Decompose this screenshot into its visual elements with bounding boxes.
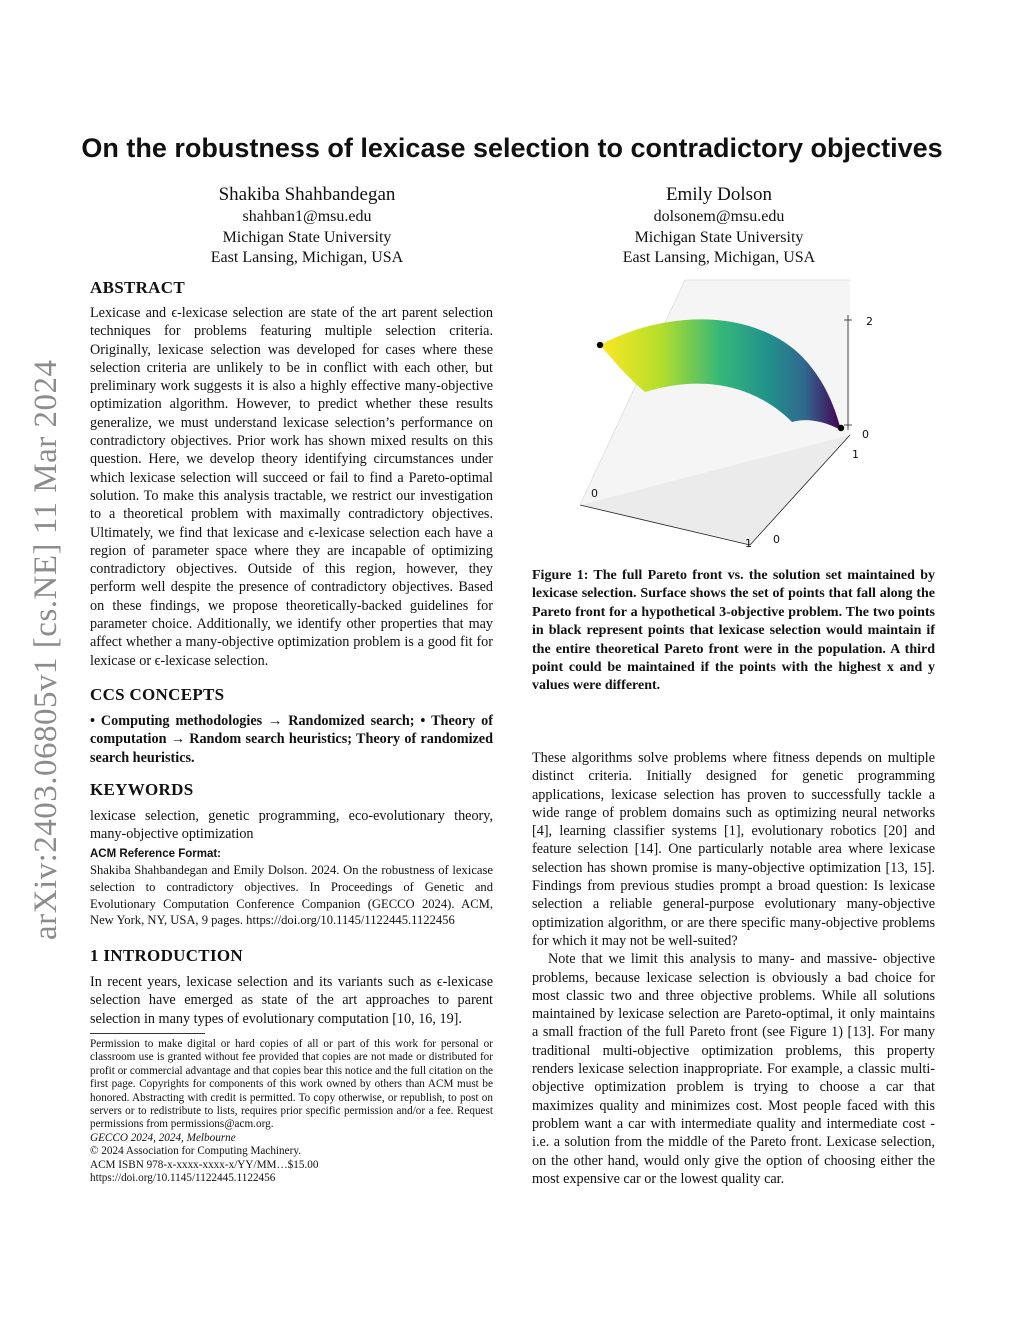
y-tick-label: 1 — [852, 448, 859, 461]
y-tick-label: 0 — [773, 533, 780, 546]
lexicase-point — [597, 342, 603, 348]
arxiv-stamp: arXiv:2403.06805v1 [cs.NE] 11 Mar 2024 — [28, 359, 64, 940]
intro-section — [90, 946, 493, 1028]
footnote — [90, 1038, 493, 1185]
lexicase-point — [838, 425, 844, 431]
author-affiliation: Michigan State University — [222, 228, 392, 246]
acm-reference-section — [90, 848, 493, 929]
intro-paragraph-2: These algorithms solve problems where fitness depends on multiple distinct criteria. Initially designed for genetic programming applications, lexicase selection has proven to successfully tackle a wide range of problem domains such as optimizing neural networks [4], learning classifier systems [1], evolutionary robotics [20] and feature selection [14]. One particularly notable area where lexicase selection has shown promise is many-objective optimization [13, 15]. Findings from previous studies prompt a broad question: Is lexicase selection a reliable general-purpose evolutionary many-objective optimization algorithm, or are there specific many-objective problems for which it may not be well-suited? — [532, 750, 935, 949]
abstract-heading: ABSTRACT — [90, 278, 185, 297]
x-tick-label: 0 — [591, 487, 598, 500]
copyright-text: © 2024 Association for Computing Machinery. — [90, 1145, 301, 1158]
ccs-text: • Computing methodologies → Randomized search; • Theory of computation → Random search heuristics; Theory of randomized search heuristics. — [90, 713, 493, 766]
keywords-text: lexicase selection, genetic programming, eco-evolutionary theory, many-objective optimization — [90, 808, 493, 843]
keywords-section — [90, 780, 493, 844]
pareto-front-figure — [560, 270, 890, 560]
author-name: Shakiba Shahbandegan — [218, 184, 396, 205]
author-affiliation: Michigan State University — [634, 228, 804, 246]
intro-paragraph-1: In recent years, lexicase selection and its variants such as ϵ-lexicase selection have emerged as state of the art approaches to parent selection in many types of evolutionary computation [10, 16, 19]. — [90, 974, 493, 1027]
z-tick-label: 2 — [866, 315, 873, 328]
author-email: dolsonem@msu.edu — [653, 208, 785, 225]
keywords-heading: KEYWORDS — [90, 780, 194, 799]
author-location: East Lansing, Michigan, USA — [622, 249, 816, 266]
figure-caption: Figure 1: The full Pareto front vs. the solution set maintained by lexicase selection. Surface shows the set of points that fall along the Pareto front for a hypothetical 3-objective problem. The two points in black represent points that lexicase selection would maintain if the entire theoretical Pareto front were in the population. A third point could be maintained if the points with the highest x and y values were different. — [532, 568, 935, 694]
permission-text: Permission to make digital or hard copies of all or part of this work for personal or classroom use is granted without fee provided that copies are not made or distributed for profit or commercial advantage and that copies bear this notice and the full citation on the first page. Copyrights for components of this work owned by others than ACM must be honored. Abstracting with credit is permitted. To copy otherwise, or republish, to post on servers or to redistribute to lists, requires prior specific permission and/or a fee. Request permissions from permissions@acm.org. — [90, 1038, 493, 1131]
author-block-1 — [157, 182, 457, 269]
author-location: East Lansing, Michigan, USA — [210, 249, 404, 266]
intro-continued — [532, 749, 935, 1188]
ccs-section — [90, 685, 493, 767]
z-tick-label: 0 — [862, 428, 869, 441]
ccs-heading: CCS CONCEPTS — [90, 685, 225, 704]
acm-reference-heading: ACM Reference Format: — [90, 848, 221, 860]
x-tick-label: 1 — [745, 537, 752, 550]
paper-title: On the robustness of lexicase selection to contradictory objectives — [81, 133, 943, 163]
intro-paragraph-3: Note that we limit this analysis to many- and massive- objective problems, because lexicase selection is obviously a bad choice for most classic two and three objective problems. While all solutions maintained by lexicase selection are Pareto-optimal, it only maintains a small fraction of the full Pareto front (see Figure 1) [13]. For many traditional multi-objective optimization problems, this property renders lexicase selection inappropriate. For example, a classic multi-objective optimization problem is trying to choose a car that maximizes quality and minimizes cost. Most people faced with this problem want a car with intermediate quality and intermediate cost - i.e. a solution from the middle of the Pareto front. Lexicase selection, on the other hand, would only give the option of choosing either the most expensive car or the lowest quality car. — [532, 951, 935, 1187]
abstract-text: Lexicase and ϵ-lexicase selection are state of the art parent selection techniques for problems featuring multiple selection criteria. Originally, lexicase selection was developed for cases where these selection criteria are unlikely to be in conflict with each other, but preliminary work suggests it is also a highly effective many-objective optimization algorithm. However, to predict whether these results generalize, we must understand lexicase selection’s performance on contradictory objectives. Prior work has shown mixed results on this question. Here, we develop theory identifying circumstances under which lexicase selection will succeed or fail to find a Pareto-optimal solution. To make this analysis tractable, we restrict our investigation to a theoretical problem with maximally contradictory objectives. Ultimately, we find that lexicase and ϵ-lexicase selection each have a region of parameter space where they are incapable of optimizing contradictory objectives. Outside of this region, however, they perform well despite the presence of contradictory objectives. Based on these findings, we propose theoretically-backed guidelines for parameter choice. Additionally, we identify other properties that may affect whether a many-objective optimization problem is a good fit for lexicase or ϵ-lexicase selection. — [90, 305, 493, 669]
footnote-rule — [90, 1033, 205, 1034]
author-email: shahban1@msu.edu — [242, 208, 372, 225]
doi-text: https://doi.org/10.1145/1122445.1122456 — [90, 1172, 276, 1185]
conference-text: GECCO 2024, 2024, Melbourne — [90, 1131, 236, 1144]
abstract-section — [90, 278, 493, 670]
author-block-2 — [569, 182, 869, 269]
acm-reference-text: Shakiba Shahbandegan and Emily Dolson. 2024. On the robustness of lexicase selection to contradictory objectives. In Proceedings of Genetic and Evolutionary Computation Conference Companion (GECCO 2024). ACM, New York, NY, USA, 9 pages. https://doi.org/10.1145/1122445.1122456 — [90, 863, 493, 928]
isbn-text: ACM ISBN 978-x-xxxx-xxxx-x/YY/MM…$15.00 — [90, 1158, 319, 1171]
author-name: Emily Dolson — [665, 184, 773, 205]
intro-heading: 1 INTRODUCTION — [90, 946, 243, 965]
